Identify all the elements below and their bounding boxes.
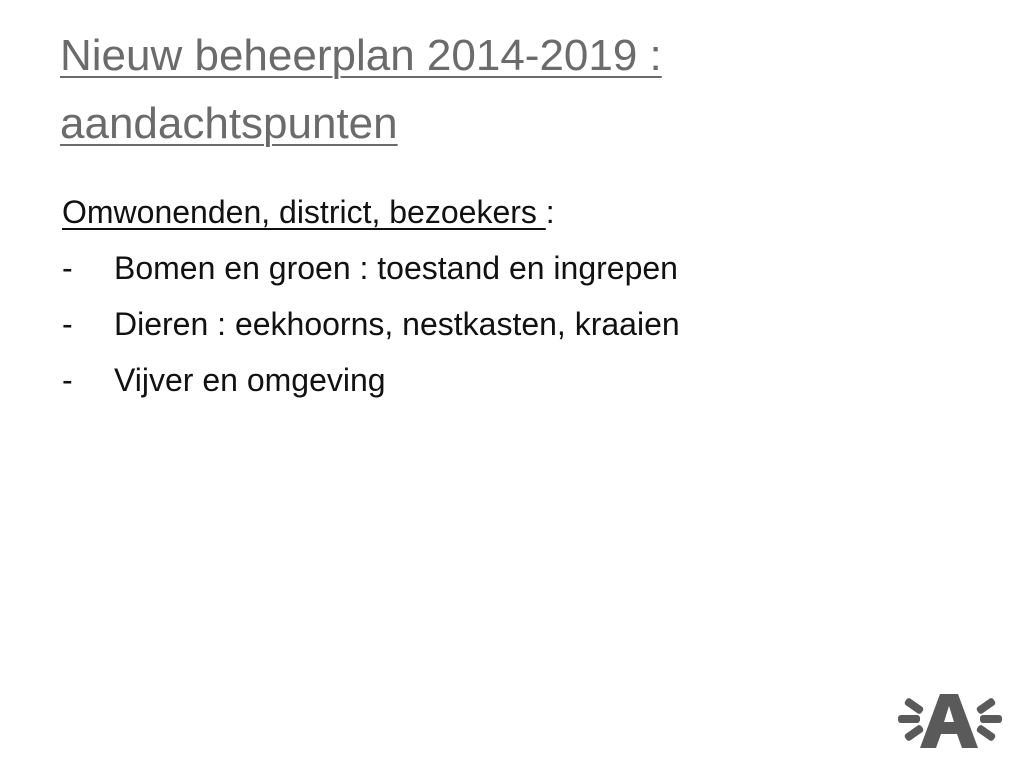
slide-title	[60, 22, 960, 158]
bullet-item	[62, 354, 942, 410]
bullet-text: Vijver en omgeving	[114, 362, 386, 398]
bullet-item	[62, 298, 942, 354]
bullet-marker: -	[62, 306, 73, 342]
bullet-item	[62, 242, 942, 298]
logo-letter-a	[920, 694, 978, 748]
bullet-text: Bomen en groen : toestand en ingrepen	[114, 250, 678, 286]
logo-ray	[904, 724, 925, 742]
logo-graphic	[890, 682, 1010, 758]
logo-ray	[898, 715, 920, 723]
section-heading-colon: :	[545, 194, 555, 230]
bullet-list	[62, 242, 942, 410]
slide-title-line-1: Nieuw beheerplan 2014-2019 :	[60, 31, 662, 80]
logo-ray	[976, 697, 997, 715]
bullet-text: Dieren : eekhoorns, nestkasten, kraaien	[114, 306, 680, 342]
logo-shapes	[898, 694, 1002, 748]
bullet-marker: -	[62, 362, 73, 398]
bullet-marker: -	[62, 250, 73, 286]
logo-ray	[904, 697, 925, 715]
section-heading	[62, 186, 942, 242]
city-a-logo-icon	[890, 682, 1010, 758]
slide-content	[62, 186, 942, 410]
section-heading-text: Omwonenden, district, bezoekers	[62, 194, 546, 230]
logo-ray	[976, 724, 997, 742]
logo-ray	[980, 715, 1002, 723]
slide-title-line-2: aandachtspunten	[60, 99, 398, 148]
